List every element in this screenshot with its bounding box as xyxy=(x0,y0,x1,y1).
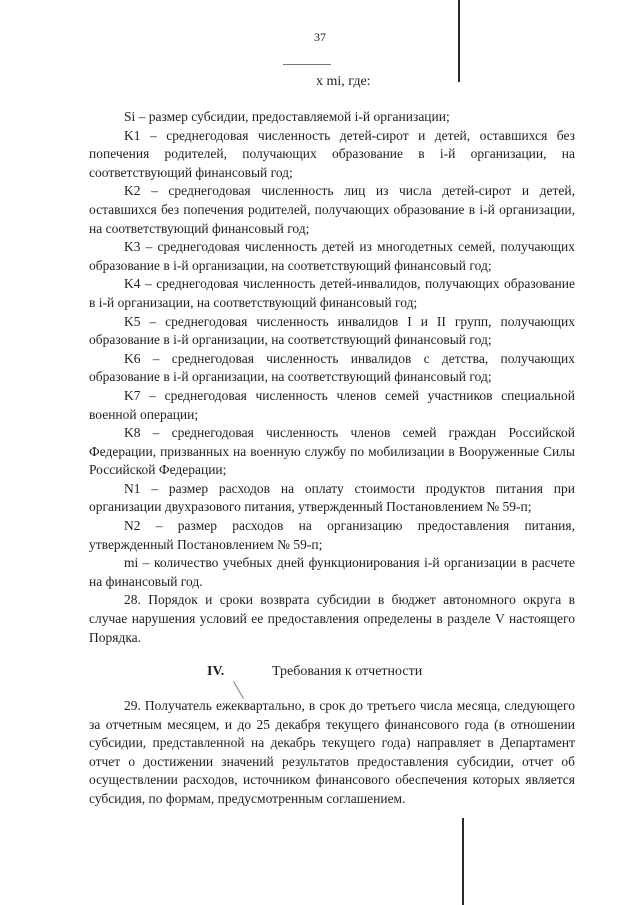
definition-k5: K5 – среднегодовая численность инвалидов I и II групп, получающих образование в i-й организации, на соответствующий финансовый год; xyxy=(89,313,575,348)
paragraph-29: 29. Получатель ежеквартально, в срок до третьего числа месяца, следующего за отчетным месяцем, и до 25 декабря текущего финансового года (в отношении субсидии, представленной на декабрь текущего года) направляет в Департамент отчет о достижении значений результатов предоставления субсидии, отчет об осуществлении расходов, источником финансового обеспечения которых является субсидия, по формам, предусмотренным соглашением. xyxy=(89,698,575,806)
definition-k1: K1 – среднегодовая численность детей-сирот и детей, оставшихся без попечения родителей, получающих образование в i-й организации, на соответствующий финансовый год; xyxy=(89,127,575,180)
definition-k4: K4 – среднегодовая численность детей-инвалидов, получающих образование в i-й организации, на соответствующий финансовый год; xyxy=(89,276,575,310)
definition-k6: K6 – среднегодовая численность инвалидов с детства, получающих образование в i-й организации, на соответствующий финансовый год; xyxy=(89,350,575,385)
reporting-block xyxy=(89,697,575,809)
section-number: IV. xyxy=(207,664,225,679)
scan-artifact-line-top xyxy=(458,0,460,82)
definition-k7: K7 – среднегодовая численность членов семей участников специальной военной операции; xyxy=(89,387,575,422)
definition-n2: N2 – размер расходов на организацию предоставления питания, утвержденный Постановлением № 59-п; xyxy=(89,518,575,552)
definition-mi: mi – количество учебных дней функционирования i-й организации в расчете на финансовый год. xyxy=(89,555,575,589)
formula-tail: x mi, где: xyxy=(316,74,371,89)
definition-k2: K2 – среднегодовая численность лиц из числа детей-сирот и детей, оставшихся без попечения родителей, получающих образование в i-й организации, на соответствующий финансовый год; xyxy=(89,183,575,236)
scan-artifact-line-bottom xyxy=(462,818,464,905)
definition-k8: K8 – среднегодовая численность членов семей граждан Российской Федерации, призванных на военную службу по мобилизации в Вооруженные Силы Российской Федерации; xyxy=(89,425,575,478)
definition-k3: K3 – среднегодовая численность детей из многодетных семей, получающих образование в i-й организации, на соответствующий финансовый год; xyxy=(89,239,575,273)
definition-n1: N1 – размер расходов на оплату стоимости продуктов питания при организации двухразового питания, утвержденный Постановлением № 59-п; xyxy=(89,480,575,515)
definition-si: Si – размер субсидии, предоставляемой i-й организации; xyxy=(124,109,450,124)
paragraph-28: 28. Порядок и сроки возврата субсидии в бюджет автономного округа в случае нарушения условий ее предоставления определены в разделе V настоящего Порядка. xyxy=(89,592,575,645)
definitions-block xyxy=(89,108,575,647)
section-title: Требования к отчетности xyxy=(272,664,423,679)
page-number: 37 xyxy=(314,30,326,44)
scan-artifact-mark xyxy=(283,64,331,65)
